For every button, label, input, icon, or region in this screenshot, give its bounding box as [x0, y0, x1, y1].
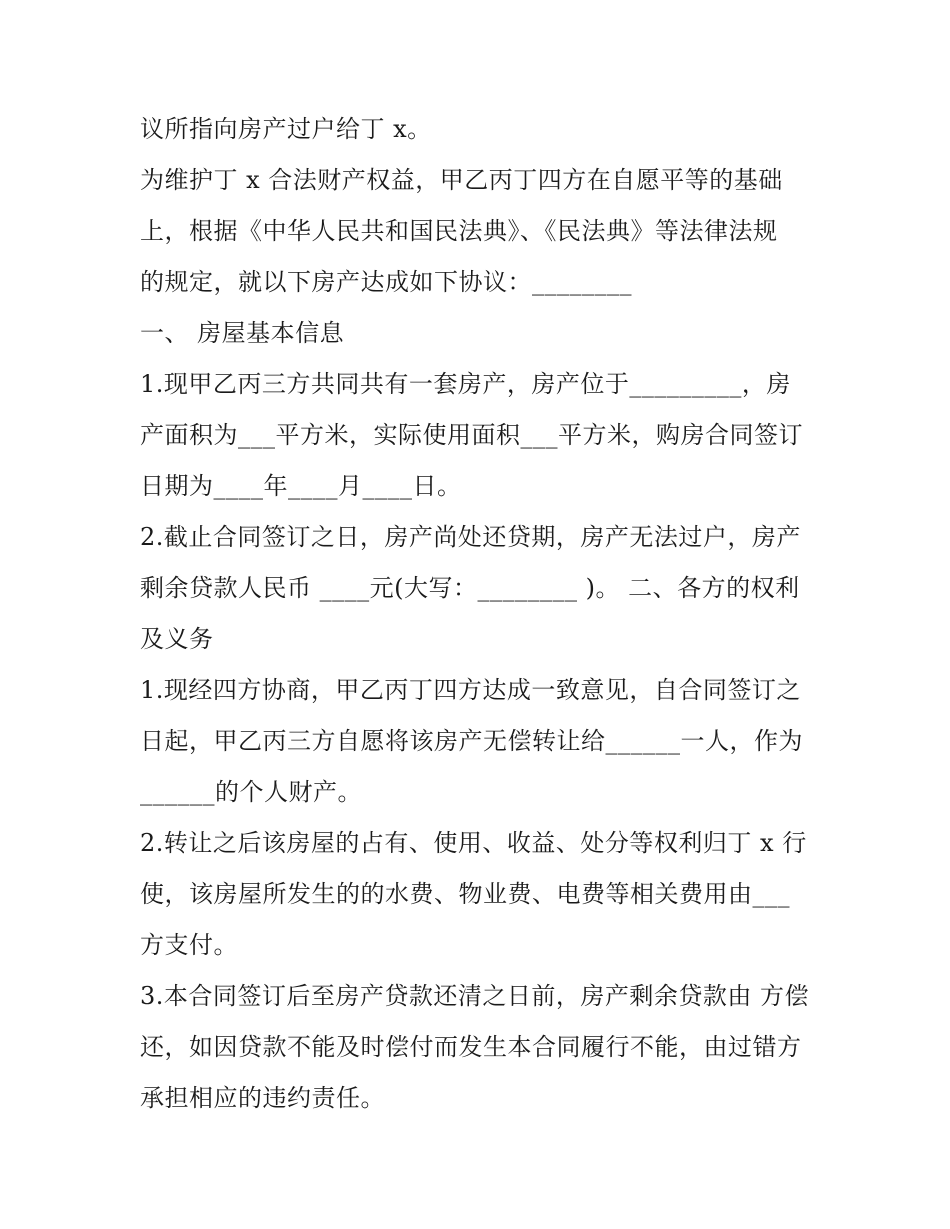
text-line: 上，根据《中华人民共和国民法典》、《民法典》等法律法规: [140, 217, 778, 245]
text-line: 承担相应的违约责任。: [140, 1084, 385, 1112]
section-heading-house-info: 一、 房屋基本信息: [140, 319, 345, 347]
text-line: ______的个人财产。: [140, 778, 362, 806]
text-line: 还，如因贷款不能及时偿付而发生本合同履行不能，由过错方: [140, 1033, 802, 1061]
text-line: 及义务: [140, 625, 214, 653]
text-line: 剩余贷款人民币 ____元(大写：________ )。 二、各方的权利: [140, 574, 800, 602]
text-line: 的规定，就以下房产达成如下协议：________: [140, 268, 632, 296]
text-line: 1.现经四方协商，甲乙丙丁四方达成一致意见，自合同签订之: [140, 676, 801, 704]
text-line: 日起，甲乙丙三方自愿将该房产无偿转让给______一人，作为: [140, 727, 803, 755]
text-line: 3.本合同签订后至房产贷款还清之日前，房产剩余贷款由 方偿: [140, 982, 810, 1010]
text-line: 日期为____年____月____日。: [140, 472, 462, 500]
text-line: 议所指向房产过户给丁 x。: [140, 115, 432, 143]
text-line: 为维护丁 x 合法财产权益，甲乙丙丁四方在自愿平等的基础: [140, 166, 783, 194]
text-line: 产面积为___平方米，实际使用面积___平方米，购房合同签订: [140, 421, 803, 449]
document-body: [140, 104, 820, 1124]
text-line: 使，该房屋所发生的的水费、物业费、电费等相关费用由___: [140, 880, 790, 908]
text-line: 2.截止合同签订之日，房产尚处还贷期，房产无法过户，房产: [140, 523, 801, 551]
text-line: 方支付。: [140, 931, 238, 959]
text-line: 1.现甲乙丙三方共同共有一套房产，房产位于_________，房: [140, 370, 791, 398]
text-line: 2.转让之后该房屋的占有、使用、收益、处分等权利归丁 x 行: [140, 829, 807, 857]
